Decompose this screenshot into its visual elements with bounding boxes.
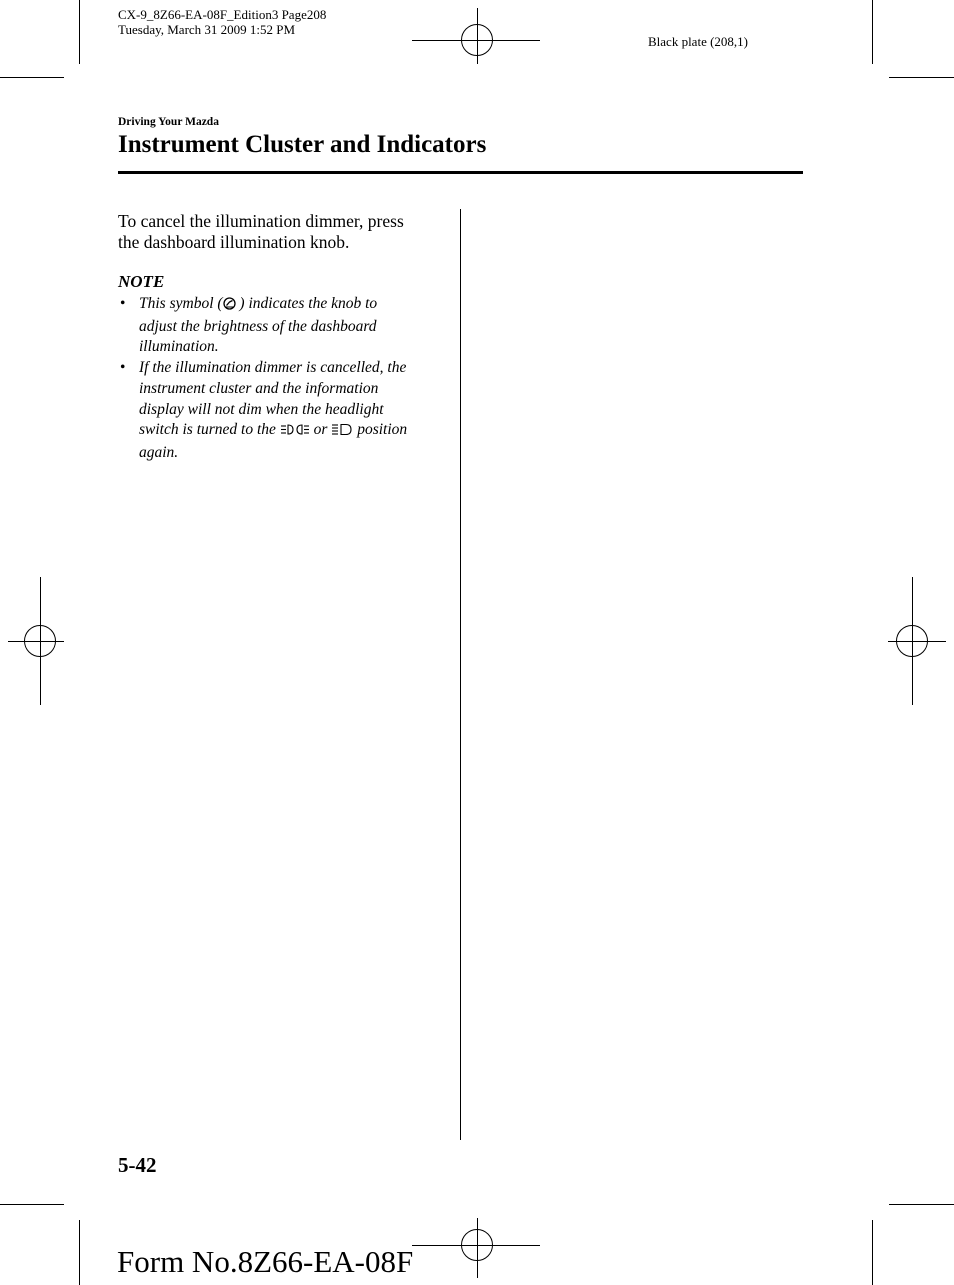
crop-mark bbox=[889, 77, 954, 78]
crop-mark bbox=[79, 0, 80, 64]
dashboard-illumination-knob-icon bbox=[223, 296, 236, 317]
note-line: again. bbox=[139, 443, 179, 461]
intro-line: the dashboard illumination knob. bbox=[118, 232, 350, 252]
bullet: • bbox=[120, 359, 126, 377]
registration-circle bbox=[896, 625, 928, 657]
headlight-icon bbox=[331, 422, 353, 443]
plate-label: Black plate (208,1) bbox=[648, 34, 748, 49]
note-line: display will not dim when the headlight bbox=[139, 400, 384, 418]
registration-circle bbox=[24, 625, 56, 657]
note-text: or bbox=[309, 421, 332, 439]
note-text: ) indicates the knob to bbox=[235, 295, 378, 312]
note-line: instrument cluster and the information bbox=[139, 379, 379, 397]
column-divider bbox=[460, 209, 461, 1140]
date-line: Tuesday, March 31 2009 1:52 PM bbox=[118, 22, 296, 37]
crop-mark bbox=[79, 1220, 80, 1285]
page-title: Instrument Cluster and Indicators bbox=[118, 131, 487, 158]
bullet: • bbox=[120, 295, 126, 312]
note-heading: NOTE bbox=[118, 272, 165, 291]
page-number: 5-42 bbox=[118, 1153, 157, 1177]
note-text: This symbol ( bbox=[139, 295, 223, 312]
intro-line: To cancel the illumination dimmer, press bbox=[118, 211, 404, 231]
crop-mark bbox=[889, 1204, 954, 1205]
note-item bbox=[118, 358, 448, 464]
note-line: illumination. bbox=[139, 338, 219, 356]
registration-circle bbox=[461, 24, 493, 56]
note-line bbox=[139, 420, 448, 443]
note-line: If the illumination dimmer is cancelled, the bbox=[139, 359, 407, 377]
crop-mark bbox=[872, 1220, 873, 1285]
crop-mark bbox=[872, 0, 873, 64]
print-header bbox=[118, 7, 326, 37]
intro-paragraph bbox=[118, 211, 448, 253]
form-number: Form No.8Z66-EA-08F bbox=[117, 1244, 414, 1279]
registration-circle bbox=[461, 1229, 493, 1261]
note-text: position bbox=[353, 421, 408, 439]
crop-mark bbox=[0, 1204, 64, 1205]
section-label: Driving Your Mazda bbox=[118, 116, 219, 128]
note-line: adjust the brightness of the dashboard bbox=[139, 317, 377, 335]
note-list bbox=[118, 294, 448, 464]
file-line: CX-9_8Z66-EA-08F_Edition3 Page208 bbox=[118, 7, 327, 22]
note-item bbox=[118, 294, 448, 358]
note-line bbox=[139, 294, 448, 317]
title-rule bbox=[118, 171, 803, 174]
note-text: switch is turned to the bbox=[139, 421, 280, 439]
parking-lights-icon bbox=[280, 422, 310, 443]
crop-mark bbox=[0, 77, 64, 78]
